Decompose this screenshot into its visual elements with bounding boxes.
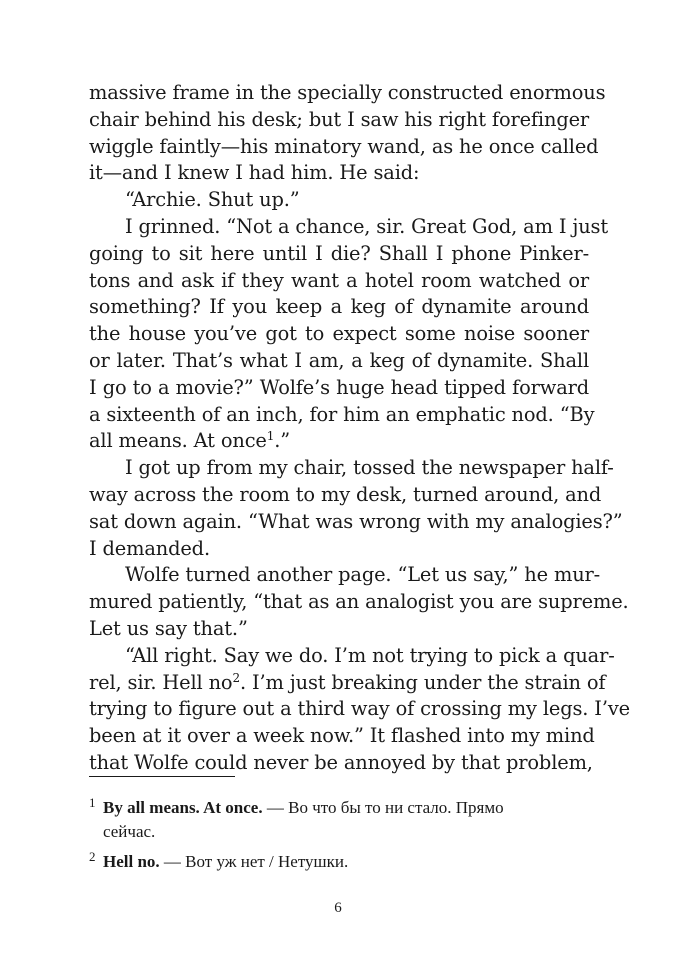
- footnote-ref[interactable]: 1: [266, 429, 275, 444]
- text-segment: rel, sir. Hell no: [89, 670, 233, 694]
- text-line: chair behind his desk; but I saw his right forefinger: [89, 107, 590, 131]
- footnote-line: сейчас.: [103, 822, 156, 841]
- text-segment: .”: [274, 429, 291, 453]
- footnote-ref[interactable]: 2: [232, 670, 240, 685]
- text-line: a sixteenth of an inch, for him an emphatic nod. “By: [89, 402, 595, 426]
- text-line: [89, 428, 589, 455]
- footnote-translation: — Вот уж нет / Нетушки.: [159, 852, 349, 871]
- page-number: 6: [334, 900, 342, 916]
- text-line: Let us say that.”: [89, 616, 248, 640]
- text-line: rel, sir. Hell $no^2$. I’m just breaking under the strain of: [89, 670, 606, 694]
- text-line: wiggle faintly—his minatory wand, as he once called: [89, 134, 599, 158]
- text-line: the house you’ve got to expect some noise sooner: [89, 322, 589, 346]
- text-line: I grinned. “Not a chance, sir. Great God, am I just: [125, 214, 608, 238]
- text-line: massive frame in the specially constructed enormous: [89, 81, 606, 104]
- footnote-item: [89, 850, 589, 874]
- footnote-divider: [89, 776, 235, 777]
- text-line: I got up from my chair, tossed the newspaper half-: [125, 456, 614, 480]
- text-segment: I’m just breaking under the strain of: [252, 670, 606, 694]
- text-line: been at it over a week now.” It flashed into my mind: [89, 724, 595, 748]
- body-text: [89, 80, 630, 777]
- text-line: or later. That’s what I am, a keg of dynamite. Shall: [89, 348, 589, 372]
- text-line: sat down again. “What was wrong with my analogies?”: [89, 509, 623, 533]
- text-line: “All right. Say we do. I’m not trying to pick a quar-: [125, 643, 615, 667]
- footnote-item: [89, 796, 589, 844]
- footnote-translation: — Во что бы то ни стало. Прямо: [262, 798, 504, 817]
- text-line: Wolfe turned another page. “Let us say,” he mur-: [125, 563, 601, 587]
- text-line: I go to a movie?” Wolfe’s huge head tipped forward: [89, 375, 589, 399]
- footnote-mark: 1: [89, 795, 96, 810]
- text-line: it—and I knew I had him. He said:: [89, 161, 420, 185]
- text-line: something? If you keep a keg of dynamite around: [89, 295, 589, 319]
- text-line: way across the room to my desk, turned around, and: [89, 482, 602, 506]
- text-line: I demanded.: [89, 536, 210, 560]
- text-line: mured patiently, “that as an analogist you are supreme.: [89, 590, 629, 614]
- text-line: going to sit here until I die? Shall I phone Pinker-: [89, 241, 589, 265]
- footnote-term: By all means. At once.: [103, 798, 263, 817]
- text-line: that Wolfe could never be annoyed by that problem,: [89, 750, 593, 774]
- text-line: trying to figure out a third way of crossing my legs. I’ve: [89, 697, 630, 721]
- text-line: tons and ask if they want a hotel room watched or: [89, 268, 589, 292]
- footnote-line: [103, 850, 589, 874]
- text-segment: all means. At once: [89, 429, 267, 453]
- footnotes: [89, 796, 589, 874]
- footnote-term: Hell no.: [103, 852, 160, 871]
- footnote-line: [103, 796, 589, 820]
- footnote-mark: 2: [89, 849, 96, 864]
- text-line: “Archie. Shut up.”: [125, 188, 300, 212]
